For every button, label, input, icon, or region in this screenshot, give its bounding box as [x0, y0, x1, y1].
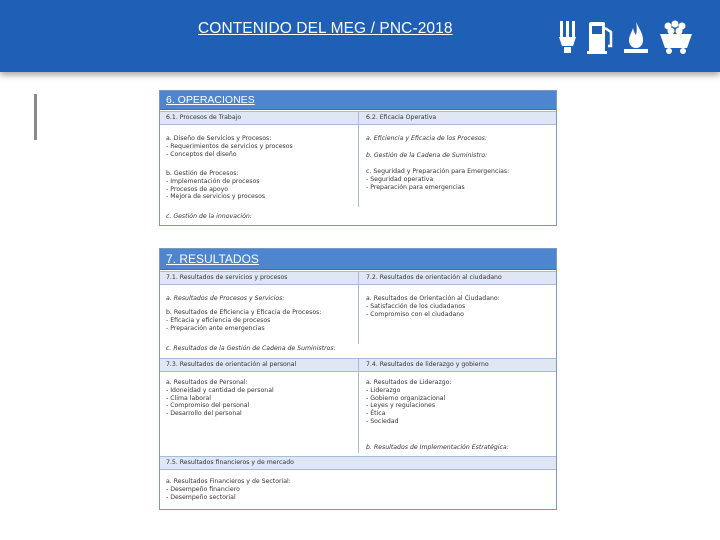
item-6-1-a-list [166, 143, 293, 159]
subheader-7-5: 7.5. Resultados financieros y de mercado [166, 459, 294, 466]
list-item: - Idoneidad y cantidad de personal [166, 387, 274, 395]
subheader-7-2: 7.2. Resultados de orientación al ciudadano [366, 274, 502, 281]
list-item: - Ética [366, 410, 452, 418]
item-7-4-b: b. Resultados de Implementación Estratégica: [366, 444, 509, 451]
list-item: - Clima laboral [166, 395, 274, 403]
item-6-1-c: c. Gestión de la innovación: [166, 213, 252, 220]
item-6-1-b-title: b. Gestión de Procesos: [166, 170, 239, 177]
item-6-1-b [166, 170, 265, 201]
item-7-5-a-list [166, 486, 291, 502]
list-item: - Preparación ante emergencias [166, 325, 321, 333]
item-7-1-b [166, 309, 321, 332]
item-7-1-b-title: b. Resultados de Eficiencia y Eficacia de Procesos: [166, 309, 322, 316]
list-item: - Eficacia y eficiencia de procesos [166, 317, 321, 325]
list-item: - Desempeño financiero [166, 486, 291, 494]
item-7-1-a: a. Resultados de Procesos y Servicios: [166, 295, 285, 302]
list-item: - Preparación para emergencias [366, 184, 509, 192]
list-item: - Leyes y regulaciones [366, 402, 452, 410]
item-7-3-a-list [166, 387, 274, 418]
mining-cart-icon [656, 18, 696, 56]
item-6-2-c-list [366, 176, 509, 192]
item-7-5-a [166, 478, 291, 501]
section-resultados [159, 248, 557, 510]
list-item: - Compromiso con el ciudadano [366, 311, 500, 319]
item-7-4-a-title: a. Resultados de Liderazgo: [366, 379, 452, 386]
subheader-7-1: 7.1. Resultados de servicios y procesos [166, 274, 288, 281]
item-6-1-a-title: a. Diseño de Servicios y Procesos: [166, 135, 272, 142]
item-7-1-c: c. Resultados de la Gestión de Cadena de Suministros: [166, 345, 336, 352]
section-operaciones [159, 90, 557, 226]
item-7-2-a [366, 295, 500, 318]
list-item: - Gobierno organizacional [366, 395, 452, 403]
list-item: - Implementación de procesos [166, 178, 265, 186]
list-item: - Conceptos del diseño [166, 151, 293, 159]
column-divider [358, 358, 359, 453]
item-7-1-b-list [166, 317, 321, 333]
section-7-title: 7. RESULTADOS [166, 252, 259, 266]
item-6-2-b: b. Gestión de la Cadena de Suministro: [366, 152, 488, 159]
list-item: - Procesos de apoyo [166, 186, 265, 194]
section-6-title: 6. OPERACIONES [166, 94, 255, 106]
list-item: - Seguridad operativa [366, 176, 509, 184]
item-7-5-a-title: a. Resultados Financieros y de Sectorial: [166, 478, 291, 485]
item-6-2-c [366, 168, 509, 191]
section-7-header [160, 249, 556, 270]
item-7-4-a [366, 379, 452, 426]
title-banner [0, 0, 720, 72]
item-7-2-a-title: a. Resultados de Orientación al Ciudadano: [366, 295, 500, 302]
sector-icons [556, 18, 706, 56]
subheader-7-3: 7.3. Resultados de orientación al personal [166, 361, 297, 368]
subheader-6-2: 6.2. Eficacia Operativa [366, 114, 437, 121]
item-6-1-a [166, 135, 293, 158]
list-item: - Sociedad [366, 418, 452, 426]
gas-flame-icon [622, 18, 650, 56]
item-6-2-c-title: c. Seguridad y Preparación para Emergencias: [366, 168, 510, 175]
list-item: - Mejora de servicios y procesos [166, 193, 265, 201]
column-divider [358, 111, 359, 207]
column-divider [358, 271, 359, 344]
list-item: - Requerimientos de servicios y procesos [166, 143, 293, 151]
accent-bar [34, 94, 37, 140]
list-item: - Satisfacción de los ciudadanos [366, 303, 500, 311]
list-item: - Desarrollo del personal [166, 410, 274, 418]
list-item: - Liderazgo [366, 387, 452, 395]
item-6-1-b-list [166, 178, 265, 201]
list-item: - Compromiso del personal [166, 402, 274, 410]
item-7-3-a-title: a. Resultados de Personal: [166, 379, 248, 386]
list-item: - Desempeño sectorial [166, 494, 291, 502]
light-bulb-icon [556, 18, 582, 56]
subheader-6-1: 6.1. Procesos de Trabajo [166, 114, 242, 121]
item-7-2-a-list [366, 303, 500, 319]
section-6-header [160, 91, 556, 110]
fuel-pump-icon [586, 18, 616, 56]
page-title: CONTENIDO DEL MEG / PNC-2018 [198, 20, 453, 37]
item-6-2-a: a. Eficiencia y Eficacia de los Procesos: [366, 135, 487, 142]
item-7-3-a [166, 379, 274, 418]
subheader-7-4: 7.4. Resultados de liderazgo y gobierno [366, 361, 489, 368]
item-7-4-a-list [366, 387, 452, 426]
